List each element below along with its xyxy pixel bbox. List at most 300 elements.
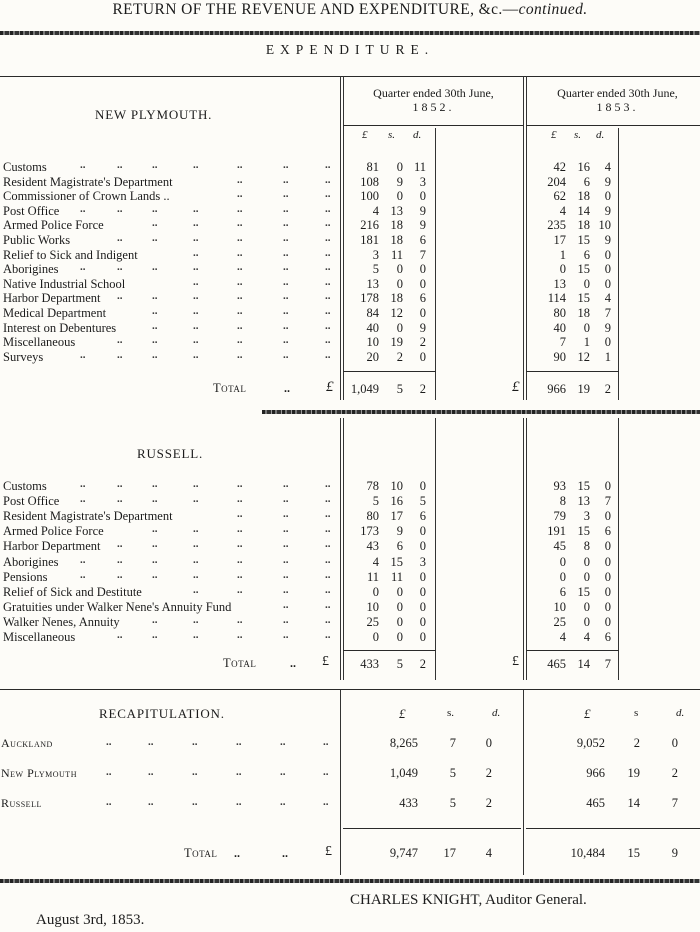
leader-dots: .. xyxy=(193,305,199,317)
leader-dots: .. xyxy=(283,553,289,566)
amount-1853-shillings: 14 xyxy=(577,203,590,218)
amount-1852-pounds: 13 xyxy=(366,276,379,291)
leader-dots: .. xyxy=(325,159,331,171)
leader-dots: .. xyxy=(283,629,289,641)
row-label: Armed Police Force xyxy=(3,524,104,539)
leader-dots: .. xyxy=(325,334,331,347)
leader-dots: .. xyxy=(283,246,289,259)
leader-dots: .. xyxy=(152,319,158,332)
amount-1852-shillings: 0 xyxy=(396,614,403,629)
report-date: August 3rd, 1853. xyxy=(36,912,145,928)
amount-1852-shillings: 0 xyxy=(396,320,403,335)
leader-dots: .. xyxy=(325,523,331,536)
amount-1853-shillings: 15 xyxy=(577,584,590,599)
amount-1852-shillings: 0 xyxy=(396,262,403,277)
leader-dots: .. xyxy=(325,246,331,259)
row-label: Native Industrial School xyxy=(3,276,126,291)
leader-dots: .. xyxy=(193,261,199,274)
row-label: Post Office xyxy=(3,203,60,218)
column-header-1852 xyxy=(344,86,523,114)
recap-1853-pounds: 966 xyxy=(586,766,605,780)
leader-dots: .. xyxy=(237,261,243,274)
amount-1853-pounds: 191 xyxy=(547,524,566,539)
np-total-label: Total xyxy=(213,381,247,395)
leader-dots: .. xyxy=(80,202,86,215)
amount-1852-pounds: 4 xyxy=(372,554,379,569)
leader-dots: .. xyxy=(237,568,243,581)
leader-dots: .. xyxy=(237,319,243,332)
leader-dots: .. xyxy=(152,334,158,347)
recap-1853-pence: 0 xyxy=(671,736,678,750)
amount-1852-pence: 5 xyxy=(419,494,426,509)
dots: .. xyxy=(282,846,288,860)
leader-dots: .. xyxy=(237,275,243,288)
leader-dots: .. xyxy=(80,553,86,566)
leader-dots: .. xyxy=(237,508,243,521)
amount-1853-pounds: 13 xyxy=(553,276,566,291)
amount-1852-pence: 9 xyxy=(419,320,426,335)
amount-1852-pence: 11 xyxy=(413,160,426,174)
recap-total-label: Total xyxy=(184,846,218,860)
leader-dots: .. xyxy=(117,348,123,361)
amount-1853-pounds: 204 xyxy=(547,174,566,189)
leader-dots: .. xyxy=(325,261,331,274)
leader-dots: .. xyxy=(283,613,289,626)
leader-dots: .. xyxy=(283,261,289,274)
leader-dots: .. xyxy=(80,493,86,506)
total-1852-pence: 2 xyxy=(419,382,426,396)
pounds-header: £ xyxy=(362,129,368,141)
amount-1852-pounds: 84 xyxy=(366,306,379,320)
amount-1853-pounds: 93 xyxy=(553,479,566,493)
header-rule xyxy=(526,125,700,126)
amount-1853-pence: 7 xyxy=(604,494,611,509)
amount-1852-pence: 2 xyxy=(419,335,426,350)
leader-dots: .. xyxy=(237,217,243,230)
total-1853-shillings: 14 xyxy=(577,657,590,671)
total-1853-pence: 2 xyxy=(604,382,611,396)
footer-rule xyxy=(0,879,700,883)
leader-dots: .. xyxy=(283,523,289,536)
leader-dots: .. xyxy=(106,796,112,808)
amount-1852-shillings: 6 xyxy=(396,539,403,554)
leader-dots: .. xyxy=(193,538,199,551)
leader-dots: .. xyxy=(237,202,243,215)
amount-1853-shillings: 18 xyxy=(577,306,590,320)
leader-dots: .. xyxy=(193,290,199,303)
leader-dots: .. xyxy=(193,493,199,506)
amount-1852-pence: 3 xyxy=(419,554,426,569)
leader-dots: .. xyxy=(152,305,158,317)
amount-1852-pounds: 100 xyxy=(360,189,379,204)
row-label: Relief to Sick and Indigent xyxy=(3,247,138,262)
amount-1853-pounds: 90 xyxy=(553,349,566,364)
leader-dots: .. xyxy=(152,629,158,641)
header-line: Quarter ended 30th June, xyxy=(557,86,678,100)
leader-dots: .. xyxy=(152,202,158,215)
leader-dots: .. xyxy=(117,202,123,215)
recap-total-1853-pence: 9 xyxy=(671,846,678,860)
recap-total-1853-shillings: 15 xyxy=(627,846,640,860)
dots: .. xyxy=(290,656,296,670)
leader-dots: .. xyxy=(117,478,123,490)
amount-1853-pence: 0 xyxy=(604,189,611,204)
amount-1852-shillings: 12 xyxy=(390,306,403,320)
leader-dots: .. xyxy=(152,538,158,551)
amount-1853-pounds: 114 xyxy=(547,291,566,306)
amount-1852-pounds: 80 xyxy=(366,509,379,524)
row-label: Miscellaneous xyxy=(3,335,76,350)
leader-dots: .. xyxy=(193,246,199,259)
leader-dots: .. xyxy=(80,478,86,490)
leader-dots: .. xyxy=(117,290,123,303)
amount-1853-shillings: 18 xyxy=(577,189,590,204)
recap-total-1852-pence: 4 xyxy=(485,846,492,860)
amount-1853-shillings: 6 xyxy=(583,174,590,189)
russell-heading: RUSSELL. xyxy=(137,446,203,461)
leader-dots: .. xyxy=(325,478,331,490)
leader-dots: .. xyxy=(283,508,289,521)
leader-dots: .. xyxy=(193,159,199,171)
leader-dots: .. xyxy=(152,553,158,566)
recap-1852-pounds: 8,265 xyxy=(389,736,418,750)
amount-1852-pence: 6 xyxy=(419,509,426,524)
recap-total-1852-shillings: 17 xyxy=(443,846,456,860)
amount-1852-shillings: 13 xyxy=(390,203,403,218)
leader-dots: .. xyxy=(192,736,198,748)
leader-dots: .. xyxy=(106,766,112,778)
leader-dots: .. xyxy=(117,334,123,347)
leader-dots: .. xyxy=(323,796,329,808)
col-divider xyxy=(343,418,344,680)
leader-dots: .. xyxy=(193,319,199,332)
leader-dots: .. xyxy=(325,290,331,303)
leader-dots: .. xyxy=(148,766,154,778)
amount-1852-pounds: 20 xyxy=(366,349,379,364)
leader-dots: .. xyxy=(325,348,331,361)
total-1853-pounds: 465 xyxy=(547,657,566,671)
amount-1853-pounds: 4 xyxy=(559,203,566,218)
amount-1852-pounds: 108 xyxy=(360,174,379,189)
amount-1852-pence: 0 xyxy=(419,569,426,584)
amount-1853-pence: 0 xyxy=(604,539,611,554)
leader-dots: .. xyxy=(325,629,331,641)
section-rule xyxy=(0,76,700,77)
leader-dots: .. xyxy=(117,568,123,581)
header-line: Quarter ended 30th June, xyxy=(373,86,494,100)
leader-dots: .. xyxy=(283,173,289,186)
row-label: Gratuities under Walker Nene's Annuity Fund xyxy=(3,599,232,614)
amount-1852-shillings: 10 xyxy=(390,479,403,493)
leader-dots: .. xyxy=(325,598,331,611)
section-break-rule xyxy=(262,410,700,414)
leader-dots: .. xyxy=(325,613,331,626)
amount-1853-shillings: 4 xyxy=(583,630,590,644)
col-divider xyxy=(340,418,341,680)
amount-1852-shillings: 18 xyxy=(390,291,403,306)
amount-1853-pounds: 42 xyxy=(553,160,566,174)
leader-dots: .. xyxy=(80,159,86,171)
currency-sign: £ xyxy=(512,379,520,395)
amount-1853-pence: 0 xyxy=(604,584,611,599)
amount-1853-pence: 9 xyxy=(604,174,611,189)
leader-dots: .. xyxy=(237,305,243,317)
amount-1852-pounds: 173 xyxy=(360,524,379,539)
row-label: Harbor Department xyxy=(3,539,101,554)
amount-1853-shillings: 8 xyxy=(583,539,590,554)
leader-dots: .. xyxy=(283,478,289,490)
leader-dots: .. xyxy=(323,766,329,778)
leader-dots: .. xyxy=(152,232,158,244)
col-divider xyxy=(618,418,619,680)
amount-1853-pounds: 62 xyxy=(553,189,566,204)
amount-1852-shillings: 9 xyxy=(396,174,403,189)
recap-1852-shillings: 5 xyxy=(449,766,456,780)
leader-dots: .. xyxy=(193,478,199,490)
amount-1852-pence: 0 xyxy=(419,479,426,493)
leader-dots: .. xyxy=(152,261,158,274)
amount-1852-pounds: 178 xyxy=(360,291,379,306)
recap-1853-pence: 2 xyxy=(671,766,678,780)
amount-1852-pence: 0 xyxy=(419,262,426,277)
recap-total-rule xyxy=(343,828,521,829)
amount-1853-pence: 0 xyxy=(604,509,611,524)
amount-1852-shillings: 9 xyxy=(396,524,403,539)
recap-total-1852-pounds: 9,747 xyxy=(389,846,418,860)
leader-dots: .. xyxy=(80,261,86,274)
recap-1852-shillings: 5 xyxy=(449,796,456,810)
leader-dots: .. xyxy=(193,334,199,347)
recap-1852-pence: 2 xyxy=(485,796,492,810)
amount-1852-pence: 0 xyxy=(419,349,426,364)
amount-1852-shillings: 17 xyxy=(390,509,403,524)
recap-row-label: New Plymouth xyxy=(1,766,77,780)
leader-dots: .. xyxy=(193,217,199,230)
amount-1852-shillings: 0 xyxy=(396,584,403,599)
leader-dots: .. xyxy=(323,736,329,748)
shillings-header: s. xyxy=(388,129,396,141)
leader-dots: .. xyxy=(152,159,158,171)
amount-1852-shillings: 0 xyxy=(396,160,403,174)
leader-dots: .. xyxy=(148,736,154,748)
leader-dots: .. xyxy=(237,246,243,259)
amount-1852-pence: 0 xyxy=(419,276,426,291)
leader-dots: .. xyxy=(280,796,286,808)
currency-sign: £ xyxy=(326,379,334,395)
row-label: Public Works xyxy=(3,233,71,247)
amount-1852-shillings: 0 xyxy=(396,276,403,291)
title-rule xyxy=(0,31,700,35)
amount-1852-pence: 6 xyxy=(419,233,426,247)
leader-dots: .. xyxy=(237,159,243,171)
amount-1853-pence: 9 xyxy=(604,203,611,218)
row-label: Relief of Sick and Destitute xyxy=(3,584,142,599)
amount-1852-pence: 0 xyxy=(419,630,426,644)
recap-1852-pence: 0 xyxy=(485,736,492,750)
recap-1852-shillings: 7 xyxy=(449,736,456,750)
row-label: Harbor Department xyxy=(3,291,101,306)
leader-dots: .. xyxy=(117,159,123,171)
amount-1853-shillings: 1 xyxy=(583,335,590,350)
leader-dots: .. xyxy=(117,232,123,244)
leader-dots: .. xyxy=(325,493,331,506)
amount-1852-shillings: 2 xyxy=(396,349,403,364)
column-header-1853 xyxy=(528,86,700,114)
leader-dots: .. xyxy=(283,348,289,361)
amount-1853-shillings: 15 xyxy=(577,524,590,539)
amount-1852-pounds: 0 xyxy=(372,630,379,644)
amount-1853-pounds: 8 xyxy=(559,494,566,509)
amount-1852-pence: 3 xyxy=(419,174,426,189)
amount-1853-pounds: 7 xyxy=(559,335,566,350)
dots: .. xyxy=(284,381,290,395)
total-1852-pounds: 433 xyxy=(360,657,379,671)
leader-dots: .. xyxy=(117,629,123,641)
leader-dots: .. xyxy=(283,217,289,230)
amount-1853-pence: 9 xyxy=(604,233,611,247)
amount-1853-pounds: 45 xyxy=(553,539,566,554)
leader-dots: .. xyxy=(152,478,158,490)
recap-pounds-header: £ xyxy=(584,706,591,721)
amount-1853-shillings: 15 xyxy=(577,233,590,247)
row-label: Commissioner of Crown Lands .. xyxy=(3,189,170,204)
leader-dots: .. xyxy=(237,478,243,490)
row-label: Surveys xyxy=(3,349,44,364)
amount-1853-pounds: 235 xyxy=(547,218,566,233)
total-1853-pence: 7 xyxy=(604,657,611,671)
recap-1853-pence: 7 xyxy=(671,796,678,810)
total-1852-pence: 2 xyxy=(419,657,426,671)
amount-1853-pounds: 10 xyxy=(553,599,566,614)
amount-1853-shillings: 3 xyxy=(583,509,590,524)
leader-dots: .. xyxy=(237,629,243,641)
amount-1853-pence: 6 xyxy=(604,524,611,539)
recap-1853-shillings: 2 xyxy=(633,736,640,750)
leader-dots: .. xyxy=(152,348,158,361)
section-heading: EXPENDITURE. xyxy=(265,42,435,57)
amount-1853-pence: 0 xyxy=(604,569,611,584)
amount-1853-shillings: 15 xyxy=(577,479,590,493)
leader-dots: .. xyxy=(152,523,158,536)
amount-1852-pence: 9 xyxy=(419,203,426,218)
leader-dots: .. xyxy=(283,598,289,611)
leader-dots: .. xyxy=(237,553,243,566)
leader-dots: .. xyxy=(237,173,243,186)
leader-dots: .. xyxy=(117,493,123,506)
pence-header: d. xyxy=(413,129,422,141)
subtotal-rule xyxy=(343,371,436,372)
amount-1853-shillings: 13 xyxy=(577,494,590,509)
leader-dots: .. xyxy=(237,583,243,596)
amount-1853-pounds: 1 xyxy=(559,247,566,262)
recap-1853-pounds: 465 xyxy=(586,796,605,810)
amount-1853-pence: 1 xyxy=(604,349,611,364)
row-label: Medical Department xyxy=(3,306,107,320)
amount-1853-pence: 0 xyxy=(604,335,611,350)
amount-1852-shillings: 15 xyxy=(390,554,403,569)
amount-1853-pounds: 6 xyxy=(559,584,566,599)
leader-dots: .. xyxy=(237,613,243,626)
pence-header: d. xyxy=(596,129,605,141)
row-label: Walker Nenes, Annuity xyxy=(3,614,120,629)
leader-dots: .. xyxy=(283,568,289,581)
leader-dots: .. xyxy=(117,553,123,566)
leader-dots: .. xyxy=(236,796,242,808)
col-divider xyxy=(340,76,341,400)
leader-dots: .. xyxy=(117,538,123,551)
title-text: RETURN OF THE REVENUE AND EXPENDITURE, &c.— xyxy=(112,1,519,18)
leader-dots: .. xyxy=(283,319,289,332)
amount-1852-shillings: 18 xyxy=(390,233,403,247)
amount-1852-pounds: 78 xyxy=(366,479,379,493)
amount-1853-pounds: 40 xyxy=(553,320,566,335)
page-title xyxy=(0,1,700,19)
currency-sign: £ xyxy=(325,844,332,859)
header-year: 1853. xyxy=(596,100,639,114)
leader-dots: .. xyxy=(193,232,199,244)
amount-1852-pounds: 216 xyxy=(360,218,379,233)
leader-dots: .. xyxy=(117,261,123,274)
amount-1852-pounds: 5 xyxy=(372,262,379,277)
leader-dots: .. xyxy=(237,290,243,303)
col-divider xyxy=(618,128,619,400)
amount-1853-pence: 7 xyxy=(604,306,611,320)
leader-dots: .. xyxy=(192,766,198,778)
leader-dots: .. xyxy=(325,508,331,521)
amount-1852-pounds: 4 xyxy=(372,203,379,218)
recap-1853-shillings: 19 xyxy=(627,766,640,780)
leader-dots: .. xyxy=(193,523,199,536)
recap-s-header: s xyxy=(634,707,639,719)
leader-dots: .. xyxy=(283,202,289,215)
leader-dots: .. xyxy=(193,568,199,581)
leader-dots: .. xyxy=(152,493,158,506)
leader-dots: .. xyxy=(325,553,331,566)
leader-dots: .. xyxy=(193,613,199,626)
amount-1853-pence: 0 xyxy=(604,599,611,614)
leader-dots: .. xyxy=(192,796,198,808)
amount-1853-shillings: 0 xyxy=(583,569,590,584)
amount-1852-pence: 0 xyxy=(419,614,426,629)
leader-dots: .. xyxy=(193,202,199,215)
leader-dots: .. xyxy=(152,290,158,303)
header-rule xyxy=(343,125,523,126)
leader-dots: .. xyxy=(325,319,331,332)
auditor-signature: CHARLES KNIGHT, Auditor General. xyxy=(350,892,587,908)
recap-pounds-header: £ xyxy=(399,706,406,721)
currency-sign: £ xyxy=(512,654,519,669)
recap-total-rule xyxy=(526,828,700,829)
amount-1853-shillings: 0 xyxy=(583,614,590,629)
recap-row-label: Auckland xyxy=(1,736,53,750)
leader-dots: .. xyxy=(283,493,289,506)
amount-1853-pounds: 25 xyxy=(553,614,566,629)
currency-sign: £ xyxy=(322,654,329,669)
leader-dots: .. xyxy=(237,523,243,536)
amount-1853-shillings: 15 xyxy=(577,291,590,306)
amount-1852-pence: 0 xyxy=(419,599,426,614)
leader-dots: .. xyxy=(152,217,158,230)
col-divider xyxy=(523,418,524,680)
amount-1853-pence: 0 xyxy=(604,276,611,291)
amount-1852-shillings: 11 xyxy=(390,569,403,584)
amount-1852-pounds: 10 xyxy=(366,335,379,350)
leader-dots: .. xyxy=(283,159,289,171)
col-divider xyxy=(526,418,527,680)
amount-1853-pounds: 17 xyxy=(553,233,566,247)
header-year: 1852. xyxy=(412,100,455,114)
leader-dots: .. xyxy=(106,736,112,748)
